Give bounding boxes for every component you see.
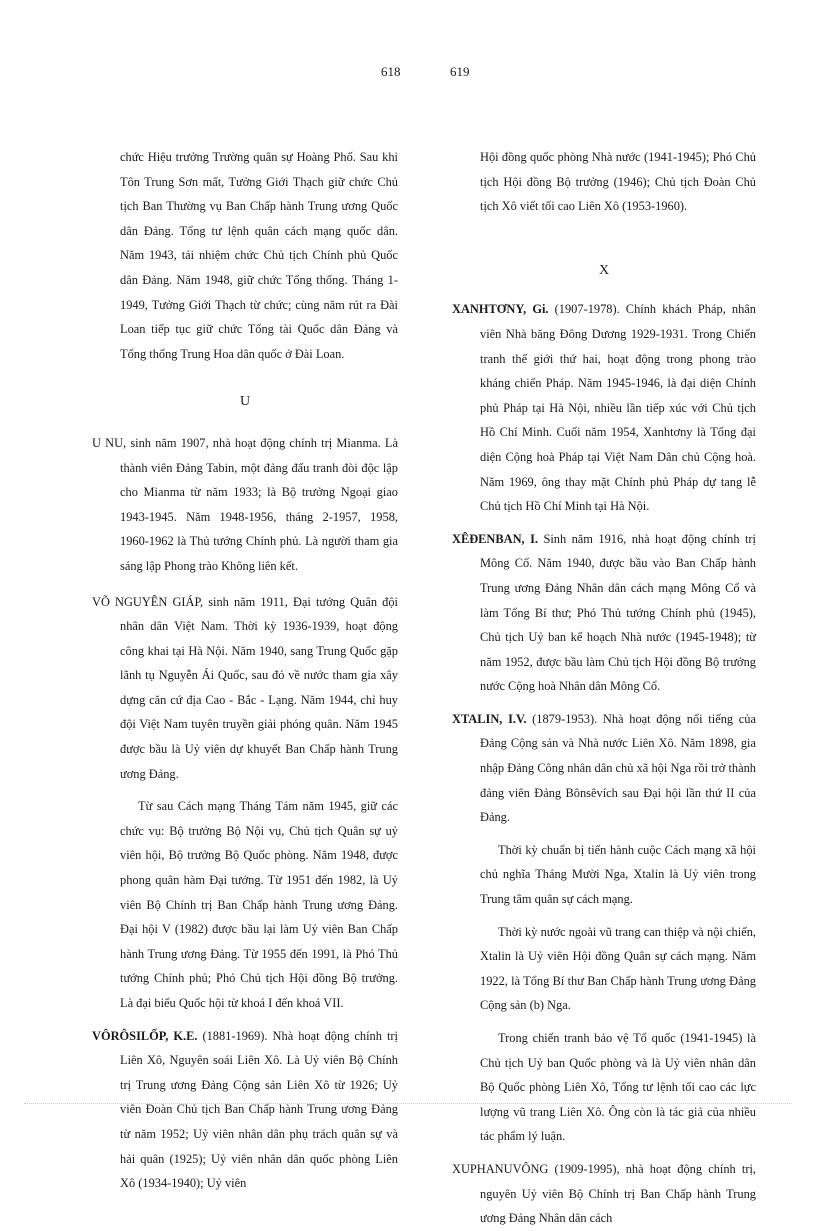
entry-text: Sinh năm 1916, nhà hoạt động chính trị Mông Cổ. Năm 1940, được bầu vào Ban Chấp hành Trung ương Đảng Nhân dân cách mạng Mông Cổ và làm Tổng Bí thư; Phó Thủ tướng Chính phủ (1945), Chủ tịch Uỷ ban kế hoạch Nhà nước (1945-1948); từ năm 1952, được bầu làm Chủ tịch Hội đồng Bộ trưởng nước Cộng hoà Nhân dân Mông Cổ. (480, 531, 756, 694)
entry-name: XANHTƠNY, Gi. (452, 302, 549, 317)
entry-text: (1881-1969). Nhà hoạt động chính trị Liên Xô, Nguyên soái Liên Xô. Là Uỷ viên Bộ Chính trị Trung ương Đảng Cộng sản Liên Xô từ 1926; Uỷ viên Đoàn Chủ tịch Ban Chấp hành Trung ương Đảng từ năm 1952; Uỷ viên nhân dân phụ trách quân sự và hải quân (1925); Uỷ viên nhân dân quốc phòng Liên Xô (1934-1940); Uỷ viên (120, 1028, 398, 1191)
left-column (92, 145, 398, 1196)
entry-xtalin-paragraph-4: Trong chiến tranh bảo vệ Tổ quốc (1941-1945) là Chủ tịch Uỷ ban Quốc phòng và là Uỷ viên nhân dân Bộ Quốc phòng Liên Xô, Tổng tư lệnh tối cao các lực lượng vũ trang Liên Xô. Ông còn là tác giả của nhiều tác phẩm lý luận. (480, 1031, 756, 1144)
entry-xanhtony (452, 297, 756, 518)
entry-vo-nguyen-giap-paragraph-2: Từ sau Cách mạng Tháng Tám năm 1945, giữ các chức vụ: Bộ trưởng Bộ Nội vụ, Chủ tịch Quân sự uỷ viên hội, Bộ trưởng Bộ Quốc phòng. Năm 1948, được phong quân hàm Đại tướng. Từ 1951 đến 1982, là Uỷ viên Bộ Chính trị Ban Chấp hành Trung ương Đảng. Đại hội V (1982) được bầu lại làm Uỷ viên Ban Chấp hành Trung ương Đảng. Từ 1955 đến 1991, là Phó Thủ tướng Chính phủ; Phó Chủ tịch Hội đồng Bộ trưởng. Là đại biểu Quốc hội từ khoá I đến khoá VII. (120, 799, 398, 1010)
page-number-left: 618 (381, 64, 401, 79)
section-letter-x: X (598, 262, 610, 278)
right-column (452, 145, 756, 1231)
page-number-right: 619 (450, 64, 470, 79)
entry-xedenban (452, 527, 756, 699)
entry-name: VÔRÔSILỐP, K.E. (92, 1028, 198, 1043)
continuation-paragraph: chức Hiệu trưởng Trường quân sự Hoàng Phố. Sau khi Tôn Trung Sơn mất, Tưởng Giới Thạch giữ chức Chủ tịch Ban Thường vụ Ban Chấp hành Trung ương Quốc dân Đảng. Tổng tư lệnh quân cách mạng quốc dân. Năm 1943, tái nhiệm chức Chủ tịch Chính phủ Quốc dân Đảng. Năm 1948, giữ chức Tổng thống. Tháng 1-1949, Tưởng Giới Thạch từ chức; cùng năm rút ra Đài Loan tiếp tục giữ chức Tổng tài Quốc dân Đảng và Tổng thống Trung Hoa dân quốc ở Đài Loan. (120, 150, 398, 361)
entry-xtalin-paragraph-3: Thời kỳ nước ngoài vũ trang can thiệp và nội chiến, Xtalin là Uỷ viên Hội đồng Quân sự cách mạng. Năm 1922, là Tổng Bí thư Ban Chấp hành Trung ương Đảng Cộng sản (b) Nga. (480, 924, 756, 1013)
entry-xtalin-paragraph-2: Thời kỳ chuẩn bị tiến hành cuộc Cách mạng xã hội chủ nghĩa Tháng Mười Nga, Xtalin là Uỷ viên trong Trung tâm quân sự cách mạng. (480, 842, 756, 907)
entry-xuphanuvong: XUPHANUVÔNG (1909-1995), nhà hoạt động chính trị, nguyên Uỷ viên Bộ Chính trị Ban Chấp hành Trung ương Đảng Nhân dân cách (452, 1161, 756, 1226)
entry-text: (1907-1978). Chính khách Pháp, nhân viên Nhà băng Đông Dương 1929-1931. Trong Chiến tranh thế giới thứ hai, hoạt động trong phong trào kháng chiến Pháp. Năm 1945-1946, là đại diện Chính phủ Pháp tại Hà Nội, nhiều lần tiếp xúc với Chủ tịch Hồ Chí Minh. Cuối năm 1954, Xanhtơny là Tổng đại diện Cộng hoà Pháp tại Việt Nam Dân chủ Cộng hoà. Năm 1969, ông thay mặt Chính phủ Pháp dự tang lễ Chủ tịch Hồ Chí Minh tại Hà Nội. (480, 302, 756, 514)
continuation-paragraph: Hội đồng quốc phòng Nhà nước (1941-1945); Phó Chủ tịch Hội đồng Bộ trưởng (1946); Chủ tịch Đoàn Chủ tịch Xô viết tối cao Liên Xô (1953-1960). (480, 150, 756, 214)
entry-name: XTALIN, I.V. (452, 711, 527, 726)
entry-text: (1879-1953). Nhà hoạt động nổi tiếng của Đảng Cộng sản và Nhà nước Liên Xô. Năm 1898, gia nhập Đảng Công nhân dân chủ xã hội Nga rồi trở thành đảng viên Đảng Bônsêvích sau Đại hội lần thứ II của Đảng. (480, 711, 756, 825)
entry-voroshilov (92, 1024, 398, 1196)
entry-u-nu: U NU, sinh năm 1907, nhà hoạt động chính trị Mianma. Là thành viên Đảng Tabin, một đảng đấu tranh đòi độc lập cho Mianma từ năm 1933; là Bộ trưởng Ngoại giao 1943-1945. Năm 1948-1956, tháng 2-1957, 1958, 1960-1962 là Thủ tướng Chính phủ. Là người tham gia sáng lập Phong trào Không liên kết. (92, 435, 398, 573)
page-bottom-dotted-rule (24, 1103, 792, 1104)
entry-name: XÊĐENBAN, I. (452, 531, 538, 546)
entry-xtalin (452, 707, 756, 830)
section-letter-u: U (239, 394, 251, 410)
entry-vo-nguyen-giap: VÕ NGUYÊN GIÁP, sinh năm 1911, Đại tướng Quân đội nhân dân Việt Nam. Thời kỳ 1936-1939, hoạt động công khai tại Hà Nội. Năm 1940, sang Trung Quốc gặp lãnh tụ Nguyễn Ái Quốc, sau đó về nước tham gia xây dựng căn cứ địa Cao - Bắc - Lạng. Năm 1944, chỉ huy đội Việt Nam tuyên truyền giải phóng quân. Năm 1945 được bầu là Uỷ viên dự khuyết Ban Chấp hành Trung ương Đảng. (92, 594, 398, 781)
